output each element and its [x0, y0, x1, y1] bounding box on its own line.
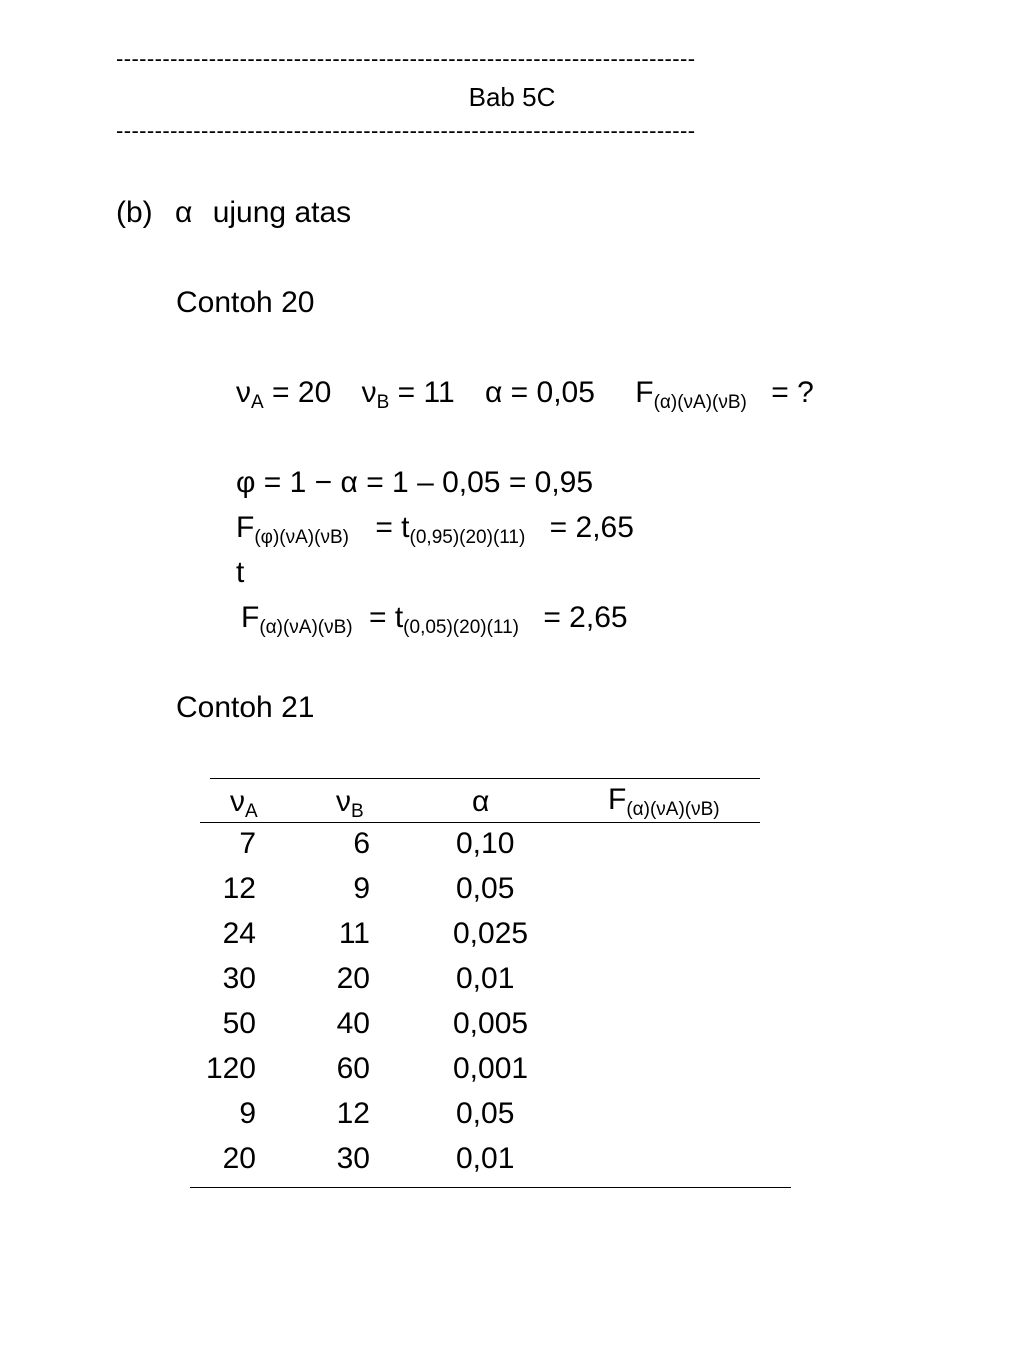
- example-20-title: Contoh 20: [176, 286, 315, 319]
- f-subscript: (α)(νA)(νB): [259, 617, 353, 638]
- cell-alpha: 0,005: [453, 1007, 529, 1040]
- phi-equation: φ = 1 − α = 1 – 0,05 = 0,95: [236, 466, 594, 499]
- cell-nu-b: 12: [336, 1097, 370, 1130]
- cell-alpha: 0,01: [456, 962, 515, 995]
- f-subscript: (φ)(νA)(νB): [254, 527, 349, 548]
- cell-nu-a: 20: [222, 1142, 256, 1175]
- chapter-title: Bab 5C: [468, 82, 556, 112]
- header-dash-bottom: ---------------------------------------------------------------------------: [116, 118, 696, 143]
- cell-nu-b: 60: [336, 1052, 370, 1085]
- result-value: = 2,65: [543, 601, 628, 634]
- cell-alpha: 0,001: [453, 1052, 529, 1085]
- cell-nu-a: 30: [222, 962, 256, 995]
- nu-b-sub: B: [376, 392, 390, 413]
- f-alpha-equation: [241, 603, 628, 637]
- header-dash-top: ---------------------------------------------------------------------------: [116, 46, 696, 71]
- t-label: t: [236, 556, 245, 589]
- cell-alpha: 0,10: [456, 827, 515, 860]
- f-symbol: F: [241, 601, 260, 634]
- cell-nu-b: 11: [338, 917, 370, 950]
- f-symbol: F: [635, 376, 654, 409]
- cell-nu-a: 24: [222, 917, 256, 950]
- nu-a-symbol: ν: [236, 376, 251, 409]
- nu-a-sub: A: [251, 392, 264, 413]
- cell-alpha: 0,05: [456, 872, 515, 905]
- example-21-title: Contoh 21: [176, 691, 315, 724]
- t-subscript: (0,05)(20)(11): [403, 617, 519, 638]
- section-title: ujung atas: [212, 196, 352, 229]
- cell-nu-a: 50: [222, 1007, 256, 1040]
- t-equals: = t: [368, 601, 404, 634]
- nu-b-symbol: ν: [361, 376, 377, 409]
- cell-nu-a: 7: [239, 827, 256, 860]
- cell-nu-a: 9: [239, 1097, 256, 1130]
- cell-alpha: 0,025: [453, 917, 529, 950]
- header-f: $F_{(\alpha)(\nu A)(\nu B)}$: [608, 783, 720, 820]
- cell-nu-b: 9: [353, 872, 370, 905]
- alpha-symbol: α: [175, 196, 193, 229]
- header-nu-b: $\nu_B$: [336, 785, 364, 822]
- header-alpha: α: [472, 785, 490, 818]
- cell-alpha: 0,01: [456, 1142, 515, 1175]
- nu-b-value: = 11: [397, 376, 455, 409]
- table-top-rule: [210, 778, 760, 779]
- nu-a-value: = 20: [272, 376, 332, 409]
- t-equals: = t: [375, 511, 410, 544]
- f-question: = ?: [771, 376, 814, 409]
- section-label: (b): [116, 196, 153, 229]
- cell-nu-b: 30: [336, 1142, 370, 1175]
- cell-alpha: 0,05: [456, 1097, 515, 1130]
- cell-nu-b: 20: [336, 962, 370, 995]
- table-bottom-rule: [190, 1187, 791, 1188]
- cell-nu-b: 40: [336, 1007, 370, 1040]
- f-symbol: F: [236, 511, 255, 544]
- cell-nu-b: 6: [353, 827, 370, 860]
- table-header-rule: [200, 822, 760, 823]
- cell-nu-a: 12: [222, 872, 256, 905]
- header-nu-a: $\nu_A$: [230, 785, 258, 822]
- section-heading: [116, 198, 351, 228]
- result-value: = 2,65: [549, 511, 634, 544]
- f-subscript: (α)(νA)(νB): [653, 392, 747, 413]
- t-subscript: (0,95)(20)(11): [409, 527, 526, 548]
- example-20-givens: [236, 378, 814, 412]
- f-phi-equation: [236, 513, 634, 547]
- alpha-value: α = 0,05: [484, 376, 595, 409]
- cell-nu-a: 120: [205, 1052, 256, 1085]
